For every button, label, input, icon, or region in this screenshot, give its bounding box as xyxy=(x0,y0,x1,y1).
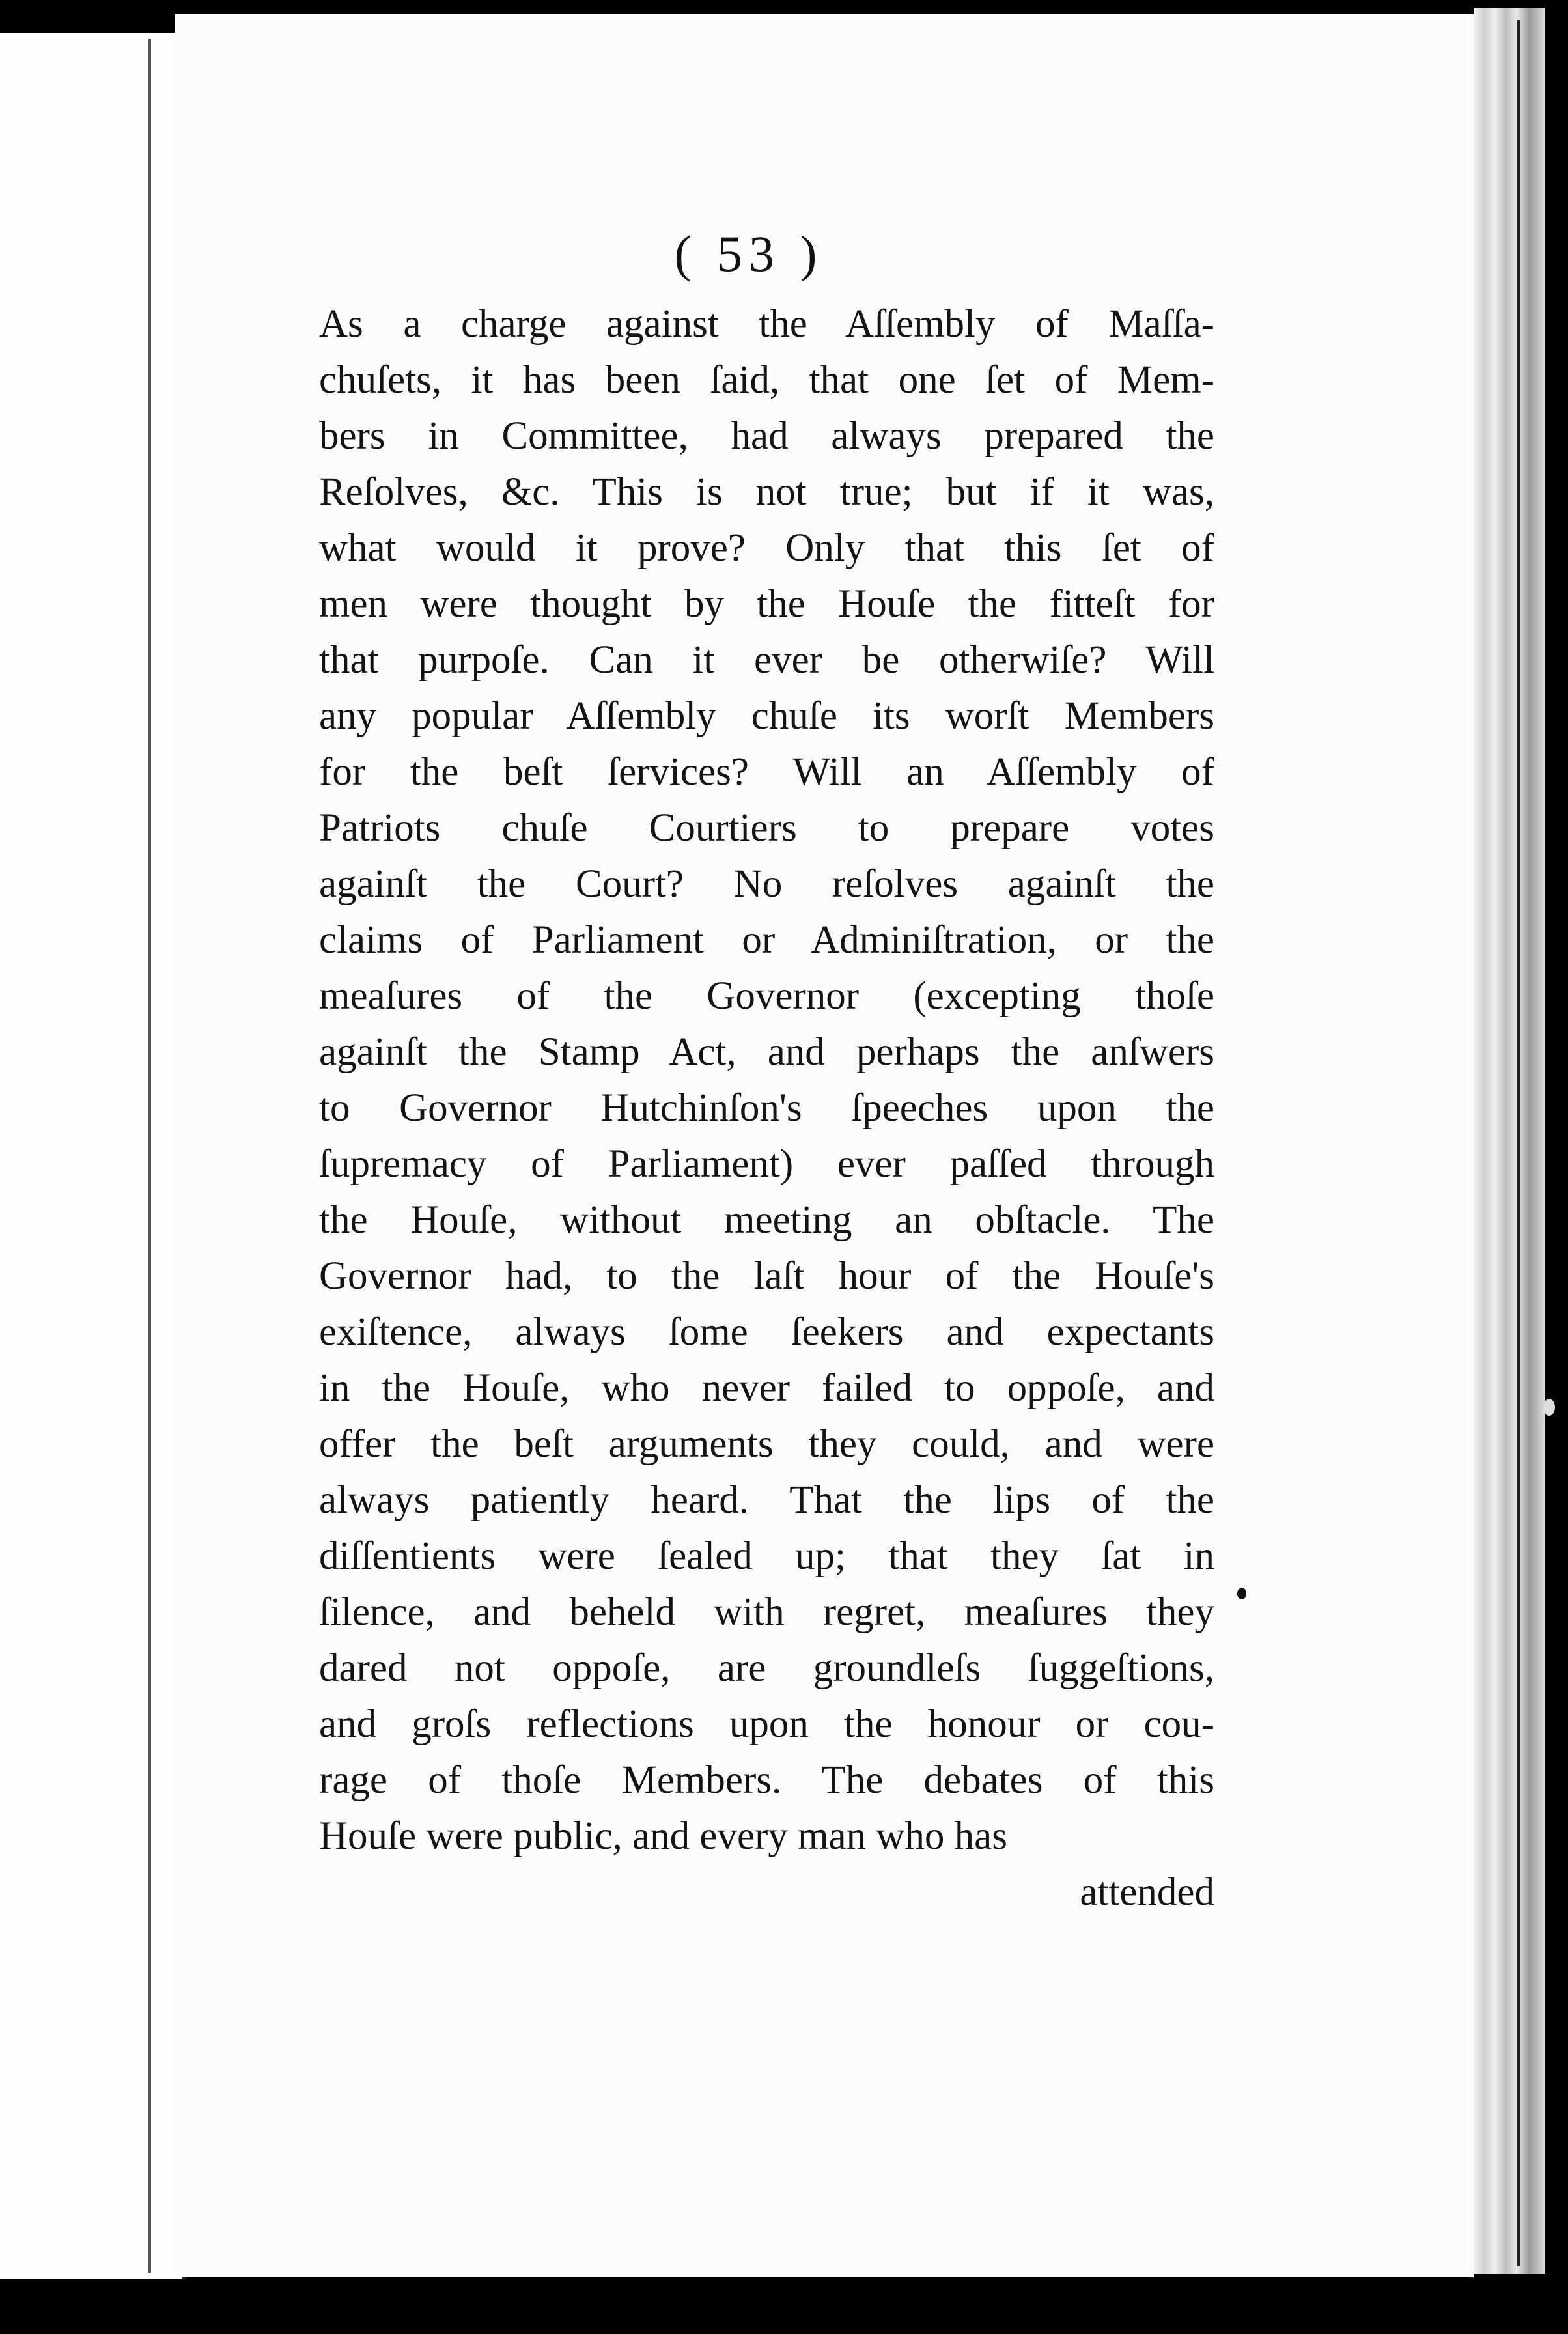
text-line: men were thought by the Houſe the fitteſt for xyxy=(319,582,1214,626)
text-line: what would it prove? Only that this ſet of xyxy=(319,526,1214,570)
text-line: againſt the Court? No reſolves againſt the xyxy=(319,862,1214,906)
text-line: dared not oppoſe, are groundleſs ſuggeſtions, xyxy=(319,1646,1214,1690)
text-line: As a charge against the Aſſembly of Maſſa- xyxy=(319,302,1214,346)
text-line: the Houſe, without meeting an obſtacle. The xyxy=(319,1198,1214,1242)
text-line: Governor had, to the laſt hour of the Houſe's xyxy=(319,1254,1214,1298)
page-fore-edge xyxy=(1474,8,1545,2274)
text-line: any popular Aſſembly chuſe its worſt Members xyxy=(319,694,1214,738)
text-line: for the beſt ſervices? Will an Aſſembly of xyxy=(319,750,1214,794)
text-line: Patriots chuſe Courtiers to prepare votes xyxy=(319,806,1214,850)
text-line: Reſolves, &c. This is not true; but if it was, xyxy=(319,470,1214,514)
text-line: offer the beſt arguments they could, and were xyxy=(319,1422,1214,1466)
fore-edge-line xyxy=(1517,20,1520,2266)
text-line: meaſures of the Governor (excepting thoſe xyxy=(319,974,1214,1018)
text-line: chuſets, it has been ſaid, that one ſet of Mem- xyxy=(319,358,1214,402)
text-line: claims of Parliament or Adminiſtration, or the xyxy=(319,918,1214,962)
text-line: and groſs reflections upon the honour or cou- xyxy=(319,1702,1214,1746)
text-line: ſupremacy of Parliament) ever paſſed through xyxy=(319,1142,1214,1186)
page-number: ( 53 ) xyxy=(674,225,824,282)
facing-page-edge xyxy=(0,33,186,2279)
text-line: exiſtence, always ſome ſeekers and expectants xyxy=(319,1310,1214,1354)
text-line: diſſentients were ſealed up; that they ſat in xyxy=(319,1534,1214,1578)
text-line: againſt the Stamp Act, and perhaps the anſwers xyxy=(319,1030,1214,1074)
ink-speck xyxy=(1543,1399,1555,1416)
text-line: to Governor Hutchinſon's ſpeeches upon the xyxy=(319,1086,1214,1130)
gutter-line xyxy=(148,39,151,2273)
catchword: attended xyxy=(1080,1870,1214,1914)
text-line: always patiently heard. That the lips of the xyxy=(319,1478,1214,1522)
text-line: in the Houſe, who never failed to oppoſe, and xyxy=(319,1366,1214,1410)
body-text xyxy=(319,296,1214,1920)
text-line: bers in Committee, had always prepared the xyxy=(319,414,1214,458)
text-line: that purpoſe. Can it ever be otherwiſe? Will xyxy=(319,638,1214,682)
text-line: ſilence, and beheld with regret, meaſures they xyxy=(319,1590,1214,1634)
text-line: Houſe were public, and every man who has xyxy=(319,1814,1007,1858)
text-line: rage of thoſe Members. The debates of this xyxy=(319,1758,1214,1802)
ink-speck xyxy=(1237,1588,1246,1599)
